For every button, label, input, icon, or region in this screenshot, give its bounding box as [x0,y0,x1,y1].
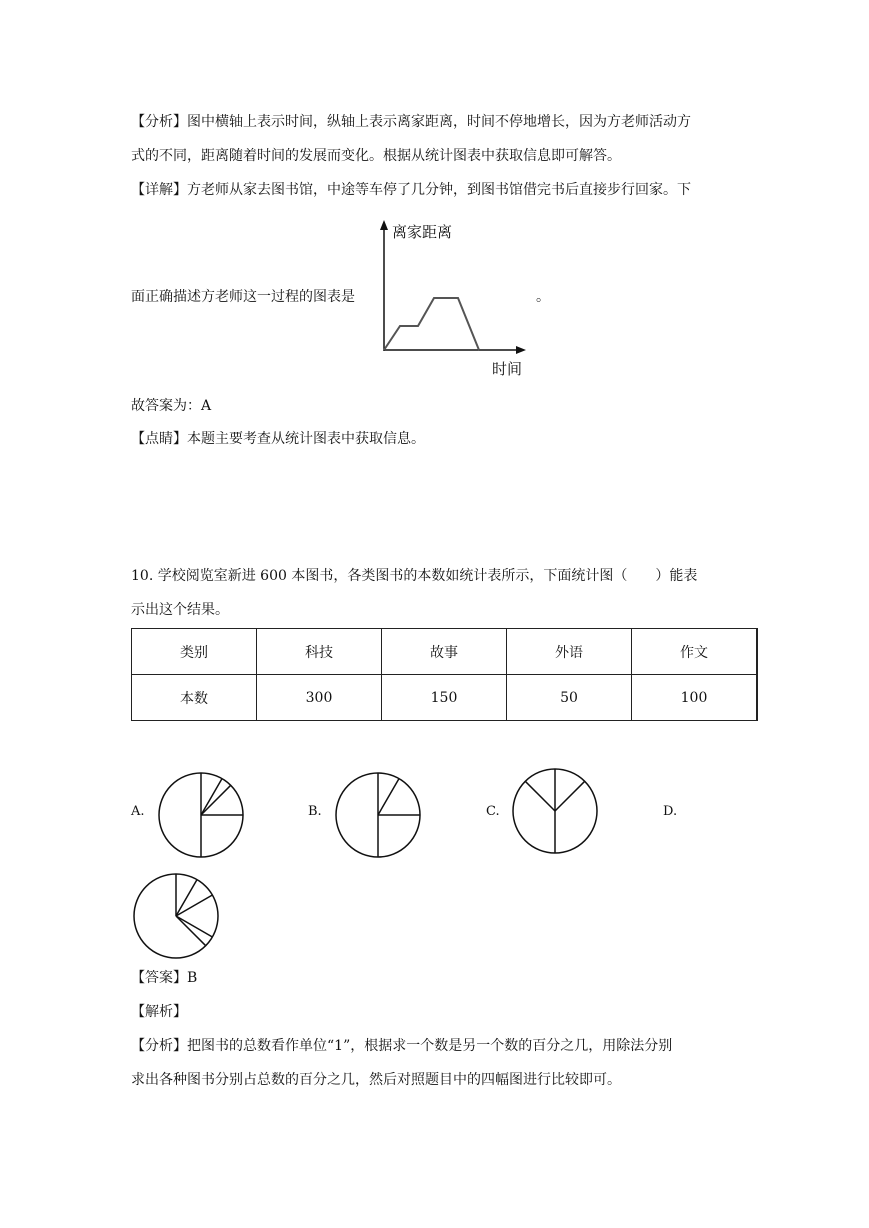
analysis-line-2: 式的不同，距离随着时间的发展而变化。根据从统计图表中获取信息即可解答。 [131,148,621,164]
option-b-label: B. [308,804,322,819]
pie-chart-a [157,771,245,859]
table-cell: 外语 [507,629,632,675]
table-cell: 故事 [382,629,507,675]
question-10-line-2: 示出这个结果。 [131,602,229,618]
comment-line: 【点睛】本题主要考查从统计图表中获取信息。 [131,431,425,447]
pie-chart-c [511,767,599,855]
x-axis-label: 时间 [492,360,523,378]
option-d-label: D. [663,804,678,819]
y-axis-label: 离家距离 [392,223,453,241]
pie-chart-b [334,771,422,859]
question-10-line-1: 10. 学校阅览室新进 600 本图书，各类图书的本数如统计表所示，下面统计图（ ）能表 [131,568,698,584]
x-axis-arrow [516,346,526,354]
table-row [132,675,758,721]
option-c-label: C. [486,804,500,819]
table-cell: 本数 [132,675,257,721]
table-cell: 300 [257,675,382,721]
book-count-table [131,628,758,721]
table-cell: 科技 [257,629,382,675]
detail-line-2-end: 。 [536,289,550,305]
analysis-2-line-2: 求出各种图书分别占总数的百分之几，然后对照题目中的四幅图进行比较即可。 [131,1072,621,1088]
pie-chart-d [132,872,220,960]
distance-time-graph [374,216,534,381]
distance-line [384,298,479,350]
y-axis-arrow [380,220,388,230]
table-header-row [132,629,758,675]
answer-10-line: 【答案】B [131,970,198,986]
table-cell: 100 [632,675,758,721]
analysis-line-1: 【分析】图中横轴上表示时间，纵轴上表示离家距离，时间不停地增长，因为方老师活动方 [131,114,691,130]
table-cell: 50 [507,675,632,721]
table-cell: 类别 [132,629,257,675]
table-cell: 作文 [632,629,758,675]
table-cell: 150 [382,675,507,721]
analysis-2-line-1: 【分析】把图书的总数看作单位“1”，根据求一个数是另一个数的百分之几，用除法分别 [131,1038,673,1054]
detail-line-1: 【详解】方老师从家去图书馆，中途等车停了几分钟，到图书馆借完书后直接步行回家。下 [131,182,691,198]
option-a-label: A. [131,804,145,819]
answer-line: 故答案为：A [131,398,212,414]
analysis-heading: 【解析】 [131,1004,187,1020]
detail-line-2: 面正确描述方老师这一过程的图表是 [131,289,355,305]
